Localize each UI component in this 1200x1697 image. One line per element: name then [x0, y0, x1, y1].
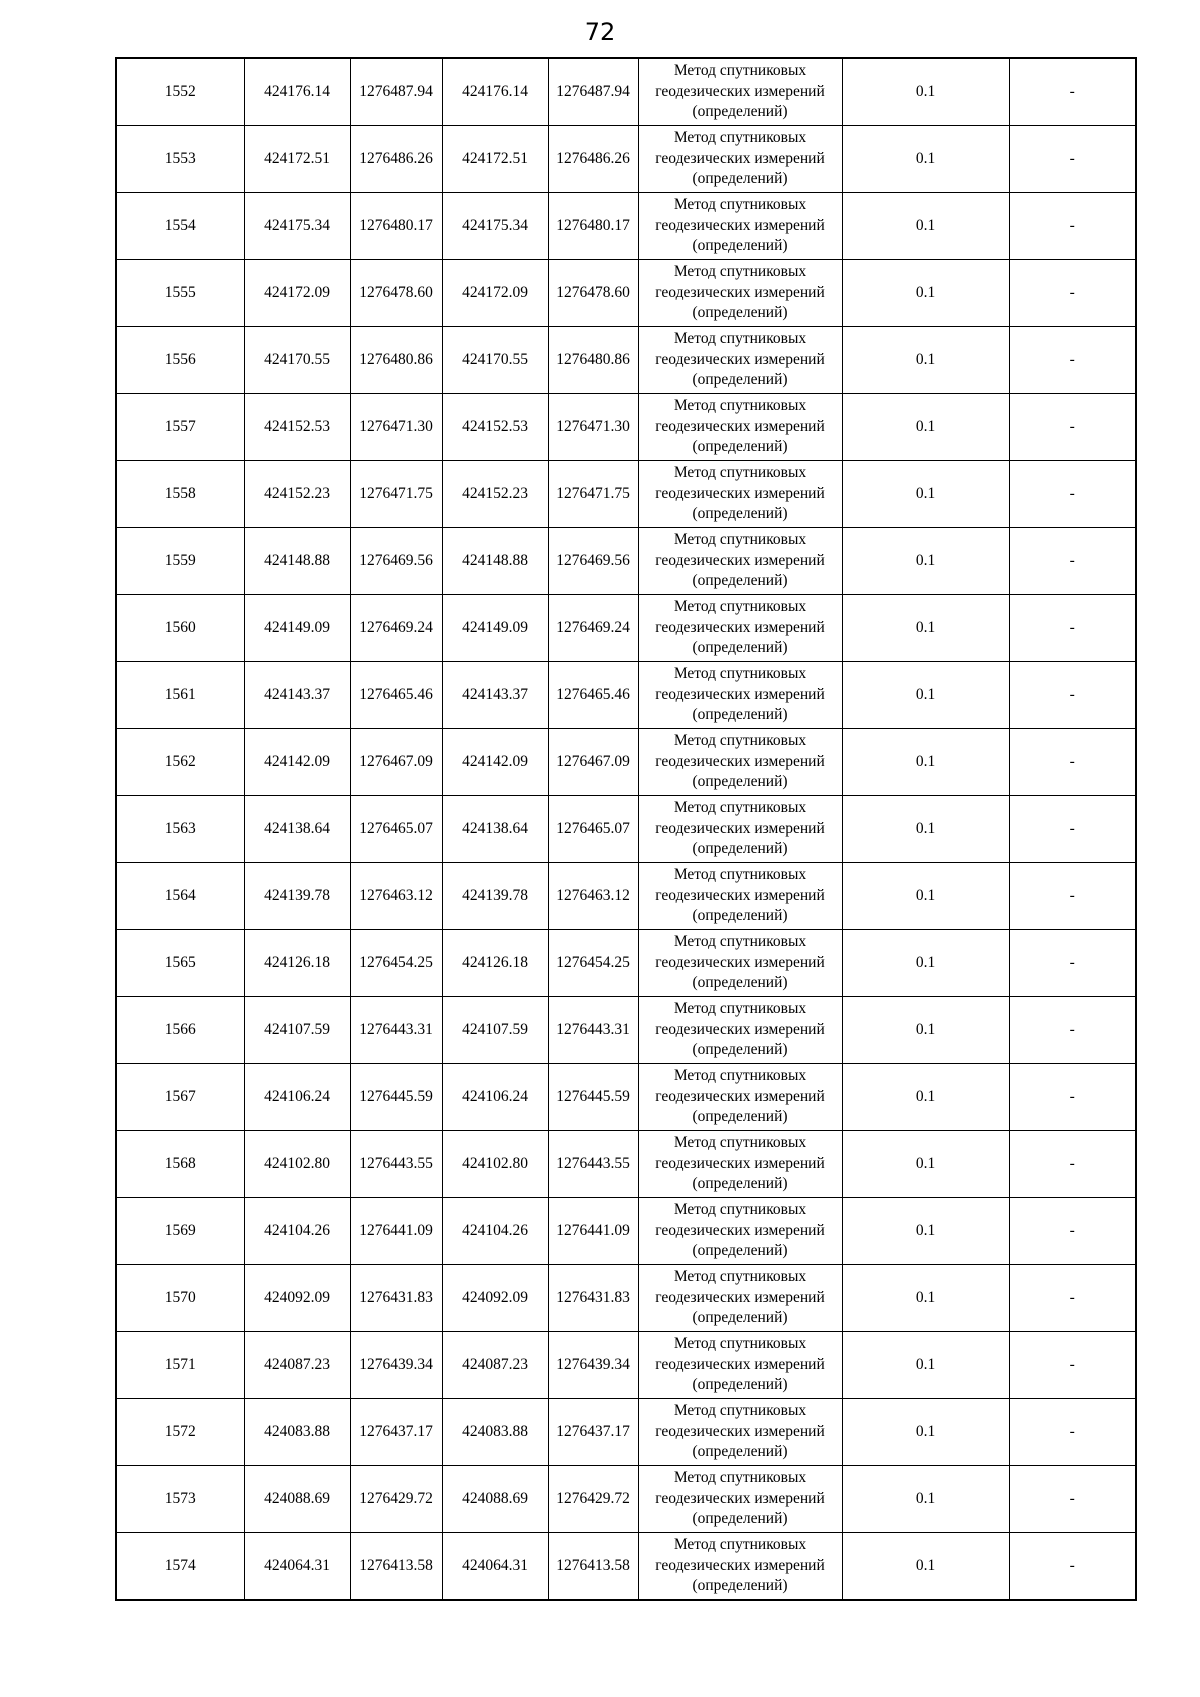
x-existing-cell: 424104.26 [244, 1198, 350, 1265]
point-id-cell: 1572 [116, 1399, 244, 1466]
y-new-cell: 1276429.72 [548, 1466, 638, 1533]
x-new-cell: 424087.23 [442, 1332, 548, 1399]
x-new-cell: 424138.64 [442, 796, 548, 863]
accuracy-cell: 0.1 [842, 461, 1009, 528]
method-line: Метод спутниковых [673, 330, 807, 348]
accuracy-cell: 0.1 [842, 193, 1009, 260]
y-existing-cell: 1276471.75 [350, 461, 442, 528]
table-row [116, 662, 1136, 729]
method-line: геодезических измерений [655, 1556, 825, 1574]
method-cell [638, 1198, 842, 1265]
method-line: (определений) [692, 304, 788, 322]
point-id-cell: 1556 [116, 327, 244, 394]
method-line: геодезических измерений [655, 283, 825, 301]
table-row [116, 1533, 1136, 1601]
table-row [116, 997, 1136, 1064]
accuracy-cell: 0.1 [842, 595, 1009, 662]
accuracy-cell: 0.1 [842, 662, 1009, 729]
method-line: геодезических измерений [655, 82, 825, 100]
method-cell [638, 1064, 842, 1131]
x-existing-cell: 424064.31 [244, 1533, 350, 1601]
accuracy-cell: 0.1 [842, 327, 1009, 394]
accuracy-cell: 0.1 [842, 1198, 1009, 1265]
x-new-cell: 424139.78 [442, 863, 548, 930]
method-line: Метод спутниковых [673, 665, 807, 683]
accuracy-cell: 0.1 [842, 863, 1009, 930]
x-existing-cell: 424106.24 [244, 1064, 350, 1131]
accuracy-cell: 0.1 [842, 394, 1009, 461]
note-cell: - [1009, 461, 1136, 528]
y-new-cell: 1276486.26 [548, 126, 638, 193]
point-id-cell: 1568 [116, 1131, 244, 1198]
table-row [116, 260, 1136, 327]
method-line: Метод спутниковых [673, 129, 807, 147]
point-id-cell: 1558 [116, 461, 244, 528]
accuracy-cell: 0.1 [842, 729, 1009, 796]
method-line: (определений) [692, 1108, 788, 1126]
note-cell: - [1009, 997, 1136, 1064]
note-cell: - [1009, 662, 1136, 729]
method-line: геодезических измерений [655, 1422, 825, 1440]
x-new-cell: 424107.59 [442, 997, 548, 1064]
x-existing-cell: 424139.78 [244, 863, 350, 930]
method-line: Метод спутниковых [673, 1201, 807, 1219]
x-new-cell: 424148.88 [442, 528, 548, 595]
accuracy-cell: 0.1 [842, 1332, 1009, 1399]
method-line: геодезических измерений [655, 149, 825, 167]
method-line: геодезических измерений [655, 819, 825, 837]
note-cell: - [1009, 1064, 1136, 1131]
method-line: (определений) [692, 773, 788, 791]
x-new-cell: 424104.26 [442, 1198, 548, 1265]
method-cell [638, 1332, 842, 1399]
method-line: Метод спутниковых [673, 196, 807, 214]
note-cell: - [1009, 863, 1136, 930]
table-row [116, 1131, 1136, 1198]
method-cell [638, 595, 842, 662]
note-cell: - [1009, 58, 1136, 126]
y-existing-cell: 1276413.58 [350, 1533, 442, 1601]
y-existing-cell: 1276487.94 [350, 58, 442, 126]
point-id-cell: 1560 [116, 595, 244, 662]
y-new-cell: 1276487.94 [548, 58, 638, 126]
method-line: (определений) [692, 103, 788, 121]
note-cell: - [1009, 1131, 1136, 1198]
y-existing-cell: 1276441.09 [350, 1198, 442, 1265]
method-line: Метод спутниковых [673, 1335, 807, 1353]
x-new-cell: 424176.14 [442, 58, 548, 126]
method-line: Метод спутниковых [673, 1402, 807, 1420]
x-new-cell: 424106.24 [442, 1064, 548, 1131]
point-id-cell: 1554 [116, 193, 244, 260]
x-existing-cell: 424142.09 [244, 729, 350, 796]
y-existing-cell: 1276486.26 [350, 126, 442, 193]
method-line: (определений) [692, 1376, 788, 1394]
method-line: геодезических измерений [655, 417, 825, 435]
method-line: геодезических измерений [655, 1355, 825, 1373]
method-line: геодезических измерений [655, 484, 825, 502]
accuracy-cell: 0.1 [842, 930, 1009, 997]
y-existing-cell: 1276463.12 [350, 863, 442, 930]
accuracy-cell: 0.1 [842, 58, 1009, 126]
method-line: Метод спутниковых [673, 1000, 807, 1018]
x-existing-cell: 424107.59 [244, 997, 350, 1064]
y-existing-cell: 1276445.59 [350, 1064, 442, 1131]
method-line: Метод спутниковых [673, 598, 807, 616]
accuracy-cell: 0.1 [842, 528, 1009, 595]
note-cell: - [1009, 394, 1136, 461]
note-cell: - [1009, 595, 1136, 662]
method-line: Метод спутниковых [673, 933, 807, 951]
y-new-cell: 1276463.12 [548, 863, 638, 930]
method-line: Метод спутниковых [673, 1536, 807, 1554]
y-existing-cell: 1276478.60 [350, 260, 442, 327]
x-new-cell: 424142.09 [442, 729, 548, 796]
table-row [116, 1466, 1136, 1533]
x-new-cell: 424092.09 [442, 1265, 548, 1332]
method-cell [638, 58, 842, 126]
y-new-cell: 1276480.17 [548, 193, 638, 260]
x-existing-cell: 424149.09 [244, 595, 350, 662]
x-new-cell: 424152.53 [442, 394, 548, 461]
accuracy-cell: 0.1 [842, 1064, 1009, 1131]
note-cell: - [1009, 1533, 1136, 1601]
method-line: Метод спутниковых [673, 732, 807, 750]
point-id-cell: 1565 [116, 930, 244, 997]
table-row [116, 394, 1136, 461]
method-line: геодезических измерений [655, 551, 825, 569]
method-line: (определений) [692, 170, 788, 188]
table-row [116, 1265, 1136, 1332]
method-line: Метод спутниковых [673, 1469, 807, 1487]
accuracy-cell: 0.1 [842, 1466, 1009, 1533]
accuracy-cell: 0.1 [842, 796, 1009, 863]
accuracy-cell: 0.1 [842, 126, 1009, 193]
method-cell [638, 997, 842, 1064]
y-new-cell: 1276437.17 [548, 1399, 638, 1466]
x-new-cell: 424172.51 [442, 126, 548, 193]
y-existing-cell: 1276465.07 [350, 796, 442, 863]
method-line: (определений) [692, 505, 788, 523]
x-existing-cell: 424088.69 [244, 1466, 350, 1533]
x-existing-cell: 424170.55 [244, 327, 350, 394]
method-cell [638, 1533, 842, 1601]
point-id-cell: 1552 [116, 58, 244, 126]
point-id-cell: 1557 [116, 394, 244, 461]
y-existing-cell: 1276443.55 [350, 1131, 442, 1198]
method-line: Метод спутниковых [673, 866, 807, 884]
method-line: (определений) [692, 1577, 788, 1595]
y-new-cell: 1276469.56 [548, 528, 638, 595]
method-line: геодезических измерений [655, 1221, 825, 1239]
page-number: 72 [584, 18, 616, 46]
y-new-cell: 1276441.09 [548, 1198, 638, 1265]
x-existing-cell: 424083.88 [244, 1399, 350, 1466]
x-existing-cell: 424172.09 [244, 260, 350, 327]
accuracy-cell: 0.1 [842, 997, 1009, 1064]
point-id-cell: 1569 [116, 1198, 244, 1265]
x-new-cell: 424175.34 [442, 193, 548, 260]
table-row [116, 930, 1136, 997]
y-existing-cell: 1276469.24 [350, 595, 442, 662]
note-cell: - [1009, 1198, 1136, 1265]
point-id-cell: 1553 [116, 126, 244, 193]
method-line: (определений) [692, 840, 788, 858]
accuracy-cell: 0.1 [842, 1131, 1009, 1198]
x-existing-cell: 424092.09 [244, 1265, 350, 1332]
point-id-cell: 1555 [116, 260, 244, 327]
point-id-cell: 1561 [116, 662, 244, 729]
table-row [116, 528, 1136, 595]
method-line: геодезических измерений [655, 1154, 825, 1172]
method-line: геодезических измерений [655, 1020, 825, 1038]
x-new-cell: 424149.09 [442, 595, 548, 662]
y-existing-cell: 1276480.86 [350, 327, 442, 394]
table-row [116, 595, 1136, 662]
note-cell: - [1009, 260, 1136, 327]
y-new-cell: 1276480.86 [548, 327, 638, 394]
point-id-cell: 1574 [116, 1533, 244, 1601]
method-line: геодезических измерений [655, 685, 825, 703]
method-line: Метод спутниковых [673, 263, 807, 281]
method-line: (определений) [692, 438, 788, 456]
point-id-cell: 1562 [116, 729, 244, 796]
y-new-cell: 1276467.09 [548, 729, 638, 796]
method-line: Метод спутниковых [673, 464, 807, 482]
y-existing-cell: 1276465.46 [350, 662, 442, 729]
note-cell: - [1009, 729, 1136, 796]
method-line: (определений) [692, 237, 788, 255]
method-cell [638, 729, 842, 796]
y-new-cell: 1276469.24 [548, 595, 638, 662]
table-row [116, 1399, 1136, 1466]
y-new-cell: 1276443.31 [548, 997, 638, 1064]
method-line: геодезических измерений [655, 953, 825, 971]
point-id-cell: 1566 [116, 997, 244, 1064]
method-line: (определений) [692, 1510, 788, 1528]
method-line: (определений) [692, 639, 788, 657]
y-new-cell: 1276465.07 [548, 796, 638, 863]
method-line: Метод спутниковых [673, 397, 807, 415]
y-existing-cell: 1276431.83 [350, 1265, 442, 1332]
accuracy-cell: 0.1 [842, 1265, 1009, 1332]
method-line: геодезических измерений [655, 350, 825, 368]
method-cell [638, 193, 842, 260]
method-line: геодезических измерений [655, 618, 825, 636]
y-new-cell: 1276454.25 [548, 930, 638, 997]
method-line: (определений) [692, 371, 788, 389]
point-id-cell: 1570 [116, 1265, 244, 1332]
table-row [116, 863, 1136, 930]
x-existing-cell: 424148.88 [244, 528, 350, 595]
method-cell [638, 394, 842, 461]
note-cell: - [1009, 126, 1136, 193]
x-new-cell: 424088.69 [442, 1466, 548, 1533]
method-line: Метод спутниковых [673, 1134, 807, 1152]
method-cell [638, 461, 842, 528]
point-id-cell: 1559 [116, 528, 244, 595]
point-id-cell: 1564 [116, 863, 244, 930]
x-new-cell: 424064.31 [442, 1533, 548, 1601]
method-line: геодезических измерений [655, 1288, 825, 1306]
accuracy-cell: 0.1 [842, 1533, 1009, 1601]
y-existing-cell: 1276429.72 [350, 1466, 442, 1533]
note-cell: - [1009, 327, 1136, 394]
y-existing-cell: 1276439.34 [350, 1332, 442, 1399]
method-cell [638, 327, 842, 394]
accuracy-cell: 0.1 [842, 260, 1009, 327]
table-row [116, 327, 1136, 394]
method-line: (определений) [692, 706, 788, 724]
accuracy-cell: 0.1 [842, 1399, 1009, 1466]
x-existing-cell: 424172.51 [244, 126, 350, 193]
x-new-cell: 424102.80 [442, 1131, 548, 1198]
note-cell: - [1009, 1332, 1136, 1399]
note-cell: - [1009, 796, 1136, 863]
method-cell [638, 796, 842, 863]
method-cell [638, 126, 842, 193]
table-body [116, 58, 1136, 1600]
y-new-cell: 1276445.59 [548, 1064, 638, 1131]
x-new-cell: 424083.88 [442, 1399, 548, 1466]
note-cell: - [1009, 1466, 1136, 1533]
y-new-cell: 1276439.34 [548, 1332, 638, 1399]
y-existing-cell: 1276469.56 [350, 528, 442, 595]
point-id-cell: 1571 [116, 1332, 244, 1399]
table-row [116, 729, 1136, 796]
x-existing-cell: 424175.34 [244, 193, 350, 260]
method-line: Метод спутниковых [673, 1067, 807, 1085]
y-existing-cell: 1276480.17 [350, 193, 442, 260]
method-cell [638, 528, 842, 595]
y-new-cell: 1276471.75 [548, 461, 638, 528]
table-row [116, 126, 1136, 193]
y-existing-cell: 1276467.09 [350, 729, 442, 796]
table-row [116, 796, 1136, 863]
x-new-cell: 424126.18 [442, 930, 548, 997]
method-line: геодезических измерений [655, 752, 825, 770]
y-new-cell: 1276478.60 [548, 260, 638, 327]
method-cell [638, 662, 842, 729]
method-cell [638, 930, 842, 997]
method-line: Метод спутниковых [673, 62, 807, 80]
y-new-cell: 1276465.46 [548, 662, 638, 729]
point-id-cell: 1563 [116, 796, 244, 863]
method-line: (определений) [692, 1175, 788, 1193]
x-existing-cell: 424102.80 [244, 1131, 350, 1198]
method-line: (определений) [692, 1309, 788, 1327]
y-new-cell: 1276413.58 [548, 1533, 638, 1601]
coordinates-table [115, 57, 1137, 1601]
table-row [116, 58, 1136, 126]
method-line: Метод спутниковых [673, 1268, 807, 1286]
point-id-cell: 1573 [116, 1466, 244, 1533]
method-line: (определений) [692, 1443, 788, 1461]
note-cell: - [1009, 930, 1136, 997]
y-new-cell: 1276431.83 [548, 1265, 638, 1332]
x-new-cell: 424143.37 [442, 662, 548, 729]
x-existing-cell: 424138.64 [244, 796, 350, 863]
table-row [116, 193, 1136, 260]
method-line: геодезических измерений [655, 1489, 825, 1507]
x-existing-cell: 424126.18 [244, 930, 350, 997]
method-cell [638, 1399, 842, 1466]
method-line: (определений) [692, 907, 788, 925]
method-line: геодезических измерений [655, 1087, 825, 1105]
x-new-cell: 424152.23 [442, 461, 548, 528]
method-line: (определений) [692, 1041, 788, 1059]
table-row [116, 461, 1136, 528]
method-cell [638, 863, 842, 930]
method-cell [638, 1131, 842, 1198]
x-new-cell: 424172.09 [442, 260, 548, 327]
note-cell: - [1009, 193, 1136, 260]
method-cell [638, 260, 842, 327]
table-row [116, 1332, 1136, 1399]
x-existing-cell: 424152.53 [244, 394, 350, 461]
note-cell: - [1009, 528, 1136, 595]
x-new-cell: 424170.55 [442, 327, 548, 394]
y-existing-cell: 1276443.31 [350, 997, 442, 1064]
method-line: геодезических измерений [655, 216, 825, 234]
method-line: Метод спутниковых [673, 531, 807, 549]
x-existing-cell: 424087.23 [244, 1332, 350, 1399]
x-existing-cell: 424176.14 [244, 58, 350, 126]
method-cell [638, 1466, 842, 1533]
method-line: (определений) [692, 1242, 788, 1260]
y-existing-cell: 1276454.25 [350, 930, 442, 997]
table-row [116, 1198, 1136, 1265]
point-id-cell: 1567 [116, 1064, 244, 1131]
x-existing-cell: 424152.23 [244, 461, 350, 528]
table-row [116, 1064, 1136, 1131]
y-existing-cell: 1276471.30 [350, 394, 442, 461]
y-new-cell: 1276471.30 [548, 394, 638, 461]
y-existing-cell: 1276437.17 [350, 1399, 442, 1466]
note-cell: - [1009, 1265, 1136, 1332]
method-line: геодезических измерений [655, 886, 825, 904]
method-cell [638, 1265, 842, 1332]
method-line: Метод спутниковых [673, 799, 807, 817]
x-existing-cell: 424143.37 [244, 662, 350, 729]
y-new-cell: 1276443.55 [548, 1131, 638, 1198]
note-cell: - [1009, 1399, 1136, 1466]
method-line: (определений) [692, 572, 788, 590]
method-line: (определений) [692, 974, 788, 992]
